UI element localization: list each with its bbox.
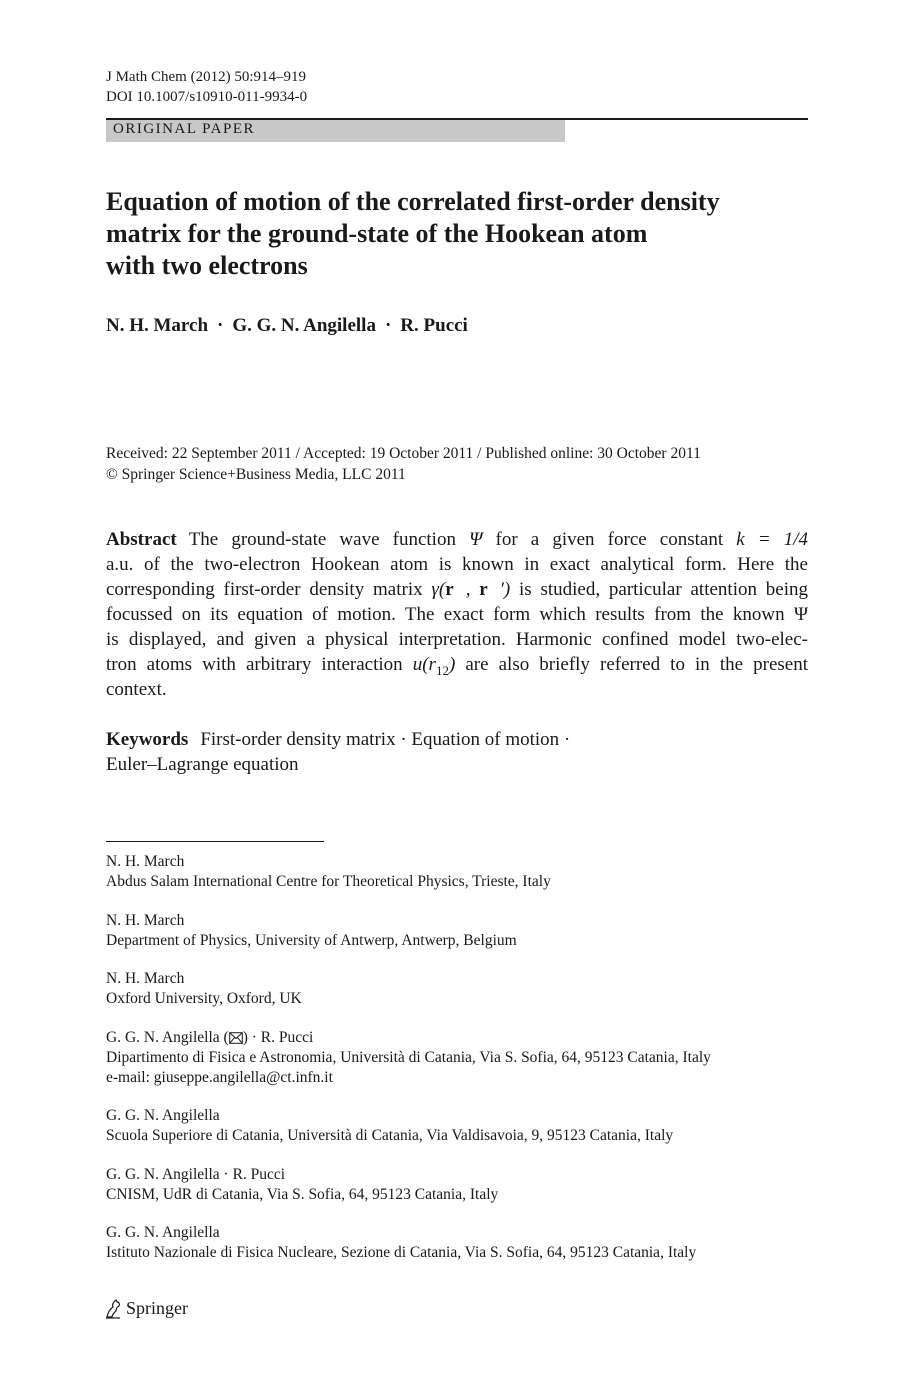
publication-history: [106, 443, 701, 485]
affiliation-names: G. G. N. Angilella · R. Pucci: [106, 1166, 286, 1183]
affiliation: [106, 1106, 673, 1146]
affiliation-email[interactable]: e-mail: giuseppe.angilella@ct.infn.it: [106, 1069, 333, 1086]
publisher-name: Springer: [126, 1298, 188, 1318]
footnote-rule: [106, 841, 324, 842]
abstract-text: The ground-state wave function: [188, 529, 470, 550]
affiliation-names: N. H. March: [106, 853, 185, 870]
abstract-text: tron atoms with arbitrary interaction: [106, 654, 413, 675]
journal-citation: J Math Chem (2012) 50:914–919: [106, 69, 306, 85]
abstract-line: context.: [106, 679, 167, 700]
psi-symbol: Ψ: [469, 529, 483, 550]
paper-title: [106, 186, 808, 282]
abstract: [106, 527, 808, 702]
affiliation-names: [106, 1028, 711, 1048]
affiliation-names: N. H. March: [106, 912, 185, 929]
author-name: G. G. N. Angilella: [232, 315, 376, 336]
springer-horse-icon: [104, 1299, 122, 1319]
affiliation-names: G. G. N. Angilella: [106, 1224, 220, 1241]
copyright-line: © Springer Science+Business Media, LLC 2011: [106, 466, 406, 483]
author-separator: ·: [217, 315, 224, 336]
abstract-text: is studied, particular attention being: [510, 579, 808, 600]
doi: DOI 10.1007/s10910-011-9934-0: [106, 89, 308, 105]
title-line: matrix for the ground-state of the Hookean atom: [106, 219, 648, 248]
abstract-line: a.u. of the two-electron Hookean atom is known in exact analytical form. Here the: [106, 554, 808, 575]
abstract-text: are also briefly referred to in the present: [455, 654, 808, 675]
affiliation: [106, 852, 551, 892]
affiliation-address: Scuola Superiore di Catania, Università di Catania, Via Valdisavoia, 9, 95123 Catania, Italy: [106, 1127, 674, 1144]
envelope-icon: [229, 1032, 243, 1044]
abstract-line: is displayed, and given a physical interpretation. Harmonic confined model two-elec-: [106, 629, 808, 650]
affiliation: [106, 911, 517, 951]
affiliation-name-text: G. G. N. Angilella (: [106, 1029, 229, 1046]
article-type-label: ORIGINAL PAPER: [113, 121, 255, 137]
author-separator: ·: [384, 315, 392, 336]
title-line: with two electrons: [106, 251, 308, 280]
affiliation-names: N. H. March: [106, 970, 185, 987]
density-matrix-expr: γ(r , r ′): [431, 579, 511, 600]
affiliation-address: Abdus Salam International Centre for Theoretical Physics, Trieste, Italy: [106, 873, 551, 890]
affiliation-address: Department of Physics, University of Antwerp, Antwerp, Belgium: [106, 932, 517, 949]
affiliation-name-text: ) · R. Pucci: [242, 1029, 314, 1046]
affiliation-address: Oxford University, Oxford, UK: [106, 990, 302, 1007]
history-line: Received: 22 September 2011 / Accepted: 19 October 2011 / Published online: 30 October 2011: [106, 445, 701, 462]
affiliation-address: CNISM, UdR di Catania, Via S. Sofia, 64, 95123 Catania, Italy: [106, 1186, 499, 1203]
keywords-label: Keywords: [106, 729, 189, 750]
affiliation: [106, 1028, 711, 1088]
author-name: N. H. March: [106, 315, 209, 336]
abstract-text: corresponding first-order density matrix: [106, 579, 432, 600]
publisher-logo: [104, 1298, 188, 1319]
affiliation-names: G. G. N. Angilella: [106, 1107, 220, 1124]
abstract-label: Abstract: [106, 529, 177, 550]
force-constant: k = 1/4: [736, 529, 808, 550]
author-list: [106, 315, 468, 337]
keywords-text: Euler–Lagrange equation: [106, 754, 299, 775]
title-line: Equation of motion of the correlated first-order density: [106, 187, 720, 216]
interaction-expr: $u(r_{12})$: [412, 654, 456, 678]
keywords-text: First-order density matrix · Equation of motion ·: [200, 729, 571, 750]
abstract-text: for a given force constant: [482, 529, 737, 550]
abstract-line: [106, 652, 808, 677]
abstract-line: [106, 577, 808, 602]
abstract-line: focussed on its equation of motion. The exact form which results from the known Ψ: [106, 604, 808, 625]
author-name: R. Pucci: [400, 315, 468, 336]
abstract-line: [106, 527, 808, 552]
affiliation: [106, 1165, 498, 1205]
keywords: [106, 727, 570, 777]
affiliation-address: Istituto Nazionale di Fisica Nucleare, Sezione di Catania, Via S. Sofia, 64, 95123 Catania, Italy: [106, 1244, 697, 1261]
affiliation: [106, 969, 302, 1009]
affiliation-address: Dipartimento di Fisica e Astronomia, Università di Catania, Via S. Sofia, 64, 95123 Catania, Italy: [106, 1049, 711, 1066]
affiliation: [106, 1223, 696, 1263]
article-type-badge: [106, 120, 565, 142]
